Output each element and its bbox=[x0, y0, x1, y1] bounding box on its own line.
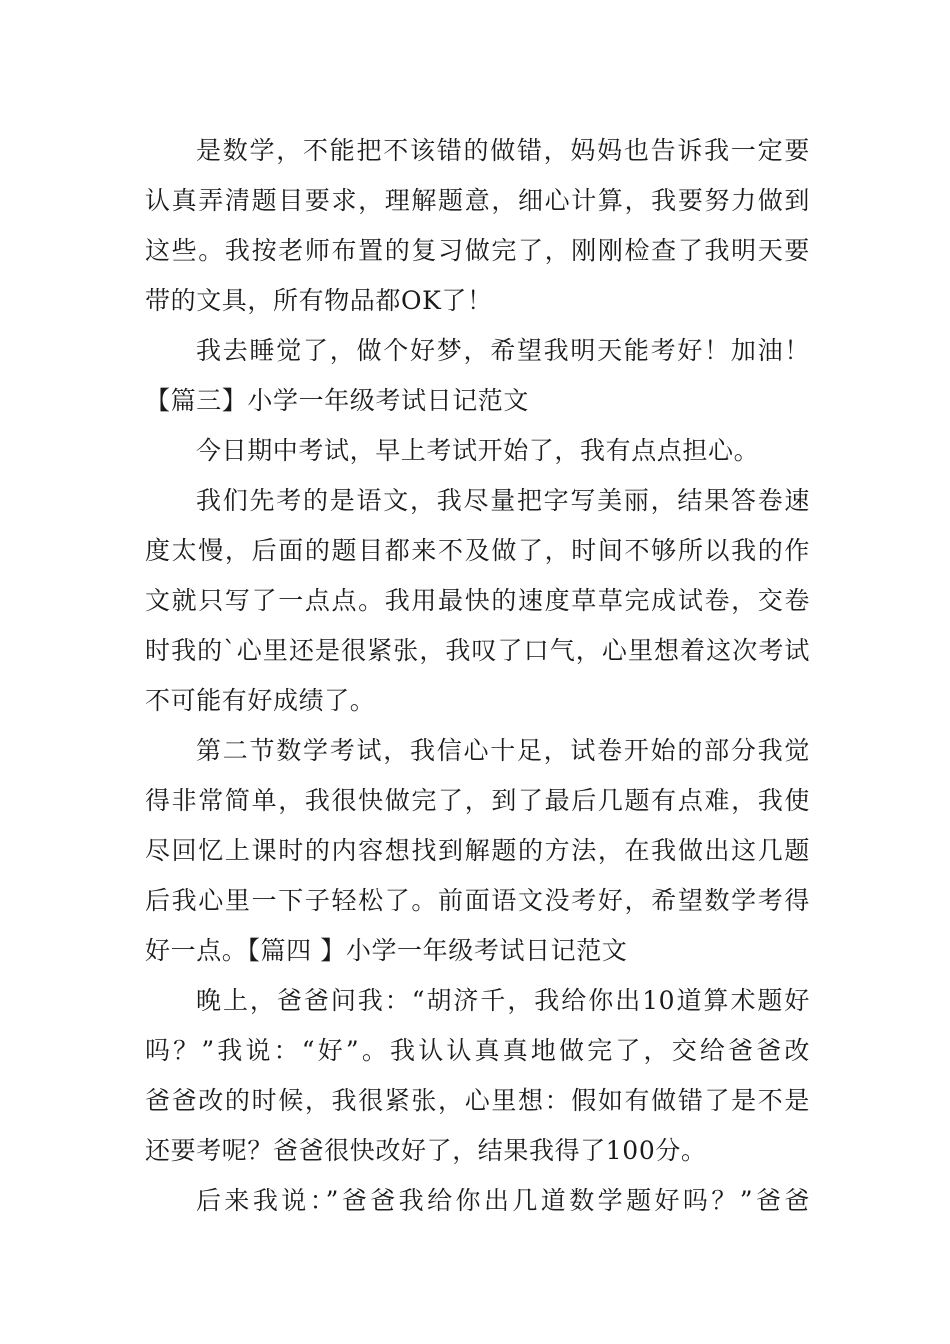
text-line: 后我心里一下子轻松了。前面语文没考好，希望数学考得 bbox=[145, 886, 810, 915]
text-line: 后来我说：”爸爸我给你出几道数学题好吗？”爸爸 bbox=[196, 1186, 810, 1215]
text-line: 不可能有好成绩了。 bbox=[145, 686, 376, 715]
text-line: 得非常简单，我很快做完了，到了最后几题有点难，我使 bbox=[145, 786, 810, 815]
text-line: 认真弄清题目要求，理解题意，细心计算，我要努力做到 bbox=[145, 186, 810, 215]
text-line: 晚上，爸爸问我：“胡济千，我给你出10道算术题好 bbox=[196, 986, 810, 1015]
text-line: 爸爸改的时候，我很紧张，心里想：假如有做错了是不是 bbox=[145, 1086, 810, 1115]
text-line: 带的文具，所有物品都OK了！ bbox=[145, 286, 493, 315]
text-line: 吗？”我说：“好”。我认认真真地做完了，交给爸爸改 bbox=[145, 1036, 810, 1065]
text-line: 第二节数学考试，我信心十足，试卷开始的部分我觉 bbox=[196, 736, 810, 765]
text-line: 尽回忆上课时的内容想找到解题的方法，在我做出这几题 bbox=[145, 836, 810, 865]
text-line: 我去睡觉了，做个好梦，希望我明天能考好！加油！ bbox=[196, 336, 810, 365]
text-line: 今日期中考试，早上考试开始了，我有点点担心。 bbox=[196, 436, 760, 465]
text-line: 度太慢，后面的题目都来不及做了，时间不够所以我的作 bbox=[145, 536, 810, 565]
text-line: 时我的`心里还是很紧张，我叹了口气，心里想着这次考试 bbox=[145, 636, 810, 665]
text-line-with-heading: 好一点。【篇四 】小学一年级考试日记范文 bbox=[145, 936, 628, 965]
text-line: 是数学，不能把不该错的做错，妈妈也告诉我一定要 bbox=[196, 136, 810, 165]
text-line: 这些。我按老师布置的复习做完了，刚刚检查了我明天要 bbox=[145, 236, 810, 265]
section-heading: 【篇三】小学一年级考试日记范文 bbox=[145, 386, 530, 415]
text-line: 还要考呢？爸爸很快改好了，结果我得了100分。 bbox=[145, 1136, 707, 1165]
text-line: 文就只写了一点点。我用最快的速度草草完成试卷，交卷 bbox=[145, 586, 810, 615]
text-line: 我们先考的是语文，我尽量把字写美丽，结果答卷速 bbox=[196, 486, 810, 515]
